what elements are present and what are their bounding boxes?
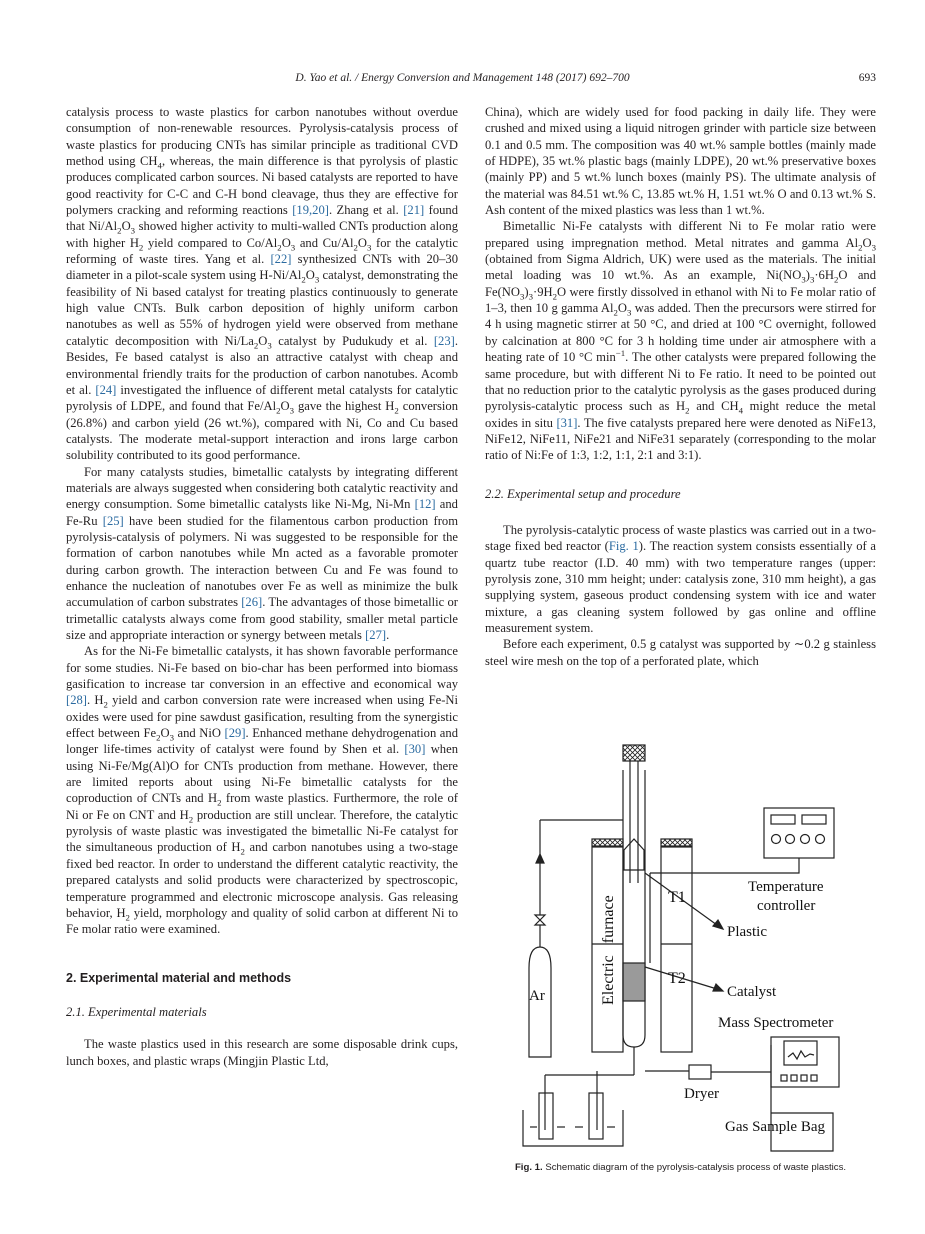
page-number: 693 [858,72,876,84]
label-t1: T1 [668,889,686,906]
citation-link[interactable]: [21] [403,203,425,218]
catalyst-bed [623,963,645,1001]
paragraph: catalysis process to waste plastics for carbon nanotubes without overdue consumption of non-renewable resources. Pyrolysis-catalysis process of waste plastics for producing CNTs has similar principle as traditional CVD method using $CH_4$, whereas, the main difference is that pyrolysis of plastic produces complicated carbon sources. Ni based catalysts are reported to have good reactivity for C-C and C-H bond cleavage, thus they are effective for polymers cracking and reforming reactions [19,20]. Zhang et al. [21] found that $Ni/Al_2O_3$ showed higher activity to multi-walled CNTs production along with higher $H_2$ yield compared to $Co/Al_2O_3$ and $Cu/Al_2O_3$ for the catalytic reforming of waste tires. Yang et al. [22] synthesized CNTs with 20–30 diameter in a pilot-scale system using $H-Ni/Al_2O_3$ catalyst, demonstrating the feasibility of Ni based catalyst for treating plastics continuously to generate high value CNTs. Bulk carbon deposition of highly uniform carbon nanotubes as well as 55% of hydrogen yield were observed from methane catalytic decomposition with $Ni/La_2O_3$ catalyst by Pudukudy et al. [23]. Besides, Fe based catalyst is also an attractive catalyst with cheap and environmental friendly traits for the production of carbon nanotubes. Acomb et al. [24] investigated the influence of different metal catalysts for catalytic pyrolysis of LDPE, and found that $Fe/Al_2O_3$ gave the highest $H_2$ conversion (26.8%) and carbon yield (26 wt.%), compared with Ni, Co and Cu based catalysts. The moderate metal-support interaction and irons large carbon solubility contributed to its good performance. [66,105,459,463]
condenser-bath [523,1110,623,1146]
citation-link[interactable]: [25] [102,513,124,528]
section-heading: 2. Experimental material and methods [66,970,292,985]
label-mass-spectrometer: Mass Spectrometer [718,1015,834,1031]
running-title: D. Yao et al. / Energy Conversion and Management 148 (2017) 692–700 [295,72,630,84]
reactor-schematic [485,735,876,1155]
citation-link[interactable]: [26] [241,595,263,610]
figure-1 [485,735,876,1155]
right-column [485,104,876,669]
citation-link[interactable]: [30] [404,742,426,757]
paragraph: Bimetallic Ni-Fe catalysts with different Ni to Fe molar ratio were prepared using impregnation method. Metal nitrates and gamma $Al_2O_3$ (obtained from Sigma Aldrich, UK) were used as the materials. The initial metal loading was 10 wt.%. As an example, $Ni(NO_3)_3\cdot 6H_2O$ and $Fe(NO_3)_3\cdot 9H_2O$ were firstly dissolved in ethanol with Ni to Fe molar ratio of 1–3, then 10 g gamma $Al_2O_3$ was added. Then the precursors were stirred for 4 h using magnetic stirrer at 50 °C, and dried at 100 °C overnight, followed by calcination at 800 °C for 3 h holding time under air atmosphere with a heating rate of 10 °C $\min^{-1}$. The other catalysts were prepared following the same procedure, but with different Ni to Fe ratio. It need to be pointed out that no reduction prior to the catalytic pyrolysis as the gases produced during pyrolysis-catalytic process such as $H_2$ and $CH_4$ might reduce the metal oxides in situ [31]. The five catalysts prepared here were denoted as NiFe13, NiFe12, NiFe11, NiFe21 and NiFe31 separately (corresponding to the molar ratio of Ni:Fe of 1:3, 1:2, 1:1, 2:1 and 3:1). [485,219,877,463]
dryer-box [689,1065,711,1079]
subsection-heading: 2.1. Experimental materials [66,1004,207,1019]
label-dryer: Dryer [684,1086,719,1102]
label-plastic: Plastic [727,924,767,940]
citation-link[interactable]: [19,20] [292,203,329,218]
feeder-cap [623,745,645,761]
running-header [0,72,925,88]
plastic-basket [624,839,644,870]
label-t2: T2 [668,970,686,987]
furnace-right [661,847,692,1052]
figure-link[interactable]: Fig. 1 [608,539,639,554]
citation-link[interactable]: [28] [66,693,87,708]
paragraph: The pyrolysis-catalytic process of waste plastics was carried out in a two-stage fixed bed reactor (Fig. 1). The reaction system consists essentially of a quartz tube reactor (I.D. 40 mm) with two temperature ranges (upper: pyrolysis zone, 310 mm height; under: catalysis zone, 310 mm height), a gas supplying system, gaseous product condensing system with ice and water mixture, a gas cleaning system followed by gas online and offline measurement system. [485,522,876,635]
citation-link[interactable]: [27] [365,628,387,642]
subsection-heading: 2.2. Experimental setup and procedure [485,486,681,501]
citation-link[interactable]: [12] [414,497,436,512]
citation-link[interactable]: [31] [556,415,578,430]
paragraph: For many catalysts studies, bimetallic catalysts by integrating different materials are always suggested when considering both catalytic reactivity and energy consumption. Some bimetallic catalysts like Ni-Mg, Ni-Mn [12] and Fe-Ru [25] have been studied for the filamentous carbon production from pyrolysis-catalysis of polymers. Ni was suggested to be responsible for the formation of carbon nanotubes while Mn acted as a favorable promoter during carbon growth. The interaction between Cu and Fe was found to enhance the nucleation of nanotubes over Fe as well as minimize the bulk accumulation of carbon substrates [26]. The advantages of those bimetallic or trimetallic catalysts always come from good stability, smaller metal particle size and appropriate interaction or synergy between metals [27]. [66,464,458,642]
quartz-tube [623,770,645,1047]
argon-valve [535,915,545,925]
label-controller: controller [757,898,816,914]
label-argon: Ar [529,988,545,1004]
condenser-flask-2 [589,1093,603,1139]
paragraph: China), which are widely used for food packing in daily life. They were crushed and mixed using a liquid nitrogen grinder with particle size between 0.1 and 0.5 mm. The composition was 40 wt.% sample bottles (mainly made of HDPE), 35 wt.% plastic bags (mainly LDPE), 20 wt.% preservative boxes (mainly PP) and 5 wt.% lunch boxes (mainly PS). The ultimate analysis of the material was 84.51 wt.% C, 13.85 wt.% H, 1.51 wt.% O and 0.13 wt.% S. Ash content of the mixed plastics was less than 1 wt.%. [485,105,876,218]
citation-link[interactable]: [22] [270,252,292,267]
paragraph: Before each experiment, 0.5 g catalyst was supported by ∼0.2 g stainless steel wire mesh on the top of a perforated plate, which [485,637,876,668]
citation-link[interactable]: [29] [224,726,246,741]
figure-caption [485,1162,876,1173]
paragraph: The waste plastics used in this research are some disposable drink cups, lunch boxes, and plastic wraps (Mingjin Plastic Ltd, [66,1037,458,1068]
label-gas-sample-bag: Gas Sample Bag [725,1119,825,1135]
label-catalyst: Catalyst [727,984,777,1000]
label-temperature: Temperature [748,879,824,895]
caption-label: Fig. 1. [514,1162,543,1173]
condenser-flask-1 [539,1093,553,1139]
citation-link[interactable]: [23] [433,333,455,348]
left-column [66,104,458,1069]
caption-text: Schematic diagram of the pyrolysis-catalysis process of waste plastics. [545,1162,847,1173]
label-electric-furnace: Electric furnace [600,895,617,1005]
citation-link[interactable]: [24] [95,382,117,397]
paragraph: As for the Ni-Fe bimetallic catalysts, it has shown favorable performance for some studies. Ni-Fe based on bio-char has been performed into biomass gasification to increase tar conversion in an effective and economical way [28]. $H_2$ yield and carbon conversion rate were increased when using Fe-Ni oxides were used for pine sawdust gasification, resulting from the synergistic effect between $Fe_2O_3$ and NiO [29]. Enhanced methane dehydrogenation and longer life-times activity of catalyst were found by Shen et al. [30] when using Ni-Fe/Mg(Al)O for CNTs production from methane. However, there are limited reports about using Ni-Fe bimetallic catalysts for the coproduction of CNTs and $H_2$ from waste plastics. Furthermore, the role of Ni or Fe on CNT and $H_2$ production are still unclear. Therefore, the catalytic pyrolysis of waste plastic was investigated the bimetallic Ni-Fe catalyst for the simultaneous production of $H_2$ and carbon nanotubes using a two-stage fixed bed reactor. In order to understand the different catalytic reactivity, the prepared catalysts and solid products were characterized by spectroscopic, temperature programmed and electronic microscope analysis. Gas releasing behavior, $H_2$ yield, morphology and quality of solid carbon at different Ni to Fe molar ratio were examined. [66,644,458,937]
